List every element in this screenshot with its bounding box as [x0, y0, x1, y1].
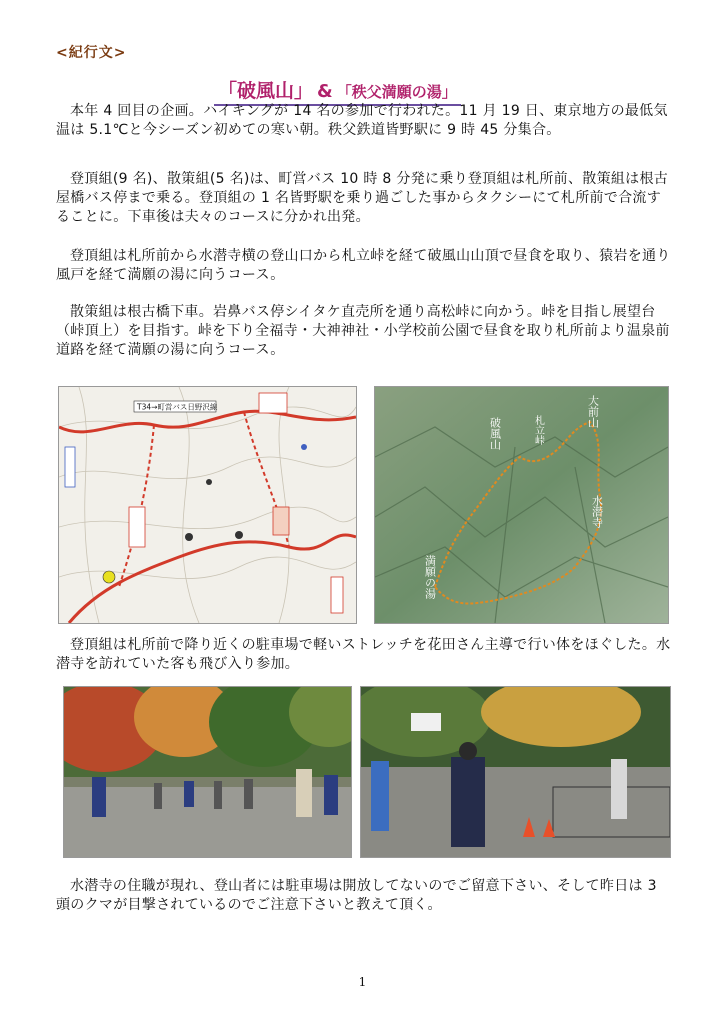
terrain-label-suisenji: 水潜寺 — [590, 495, 604, 528]
page-number: 1 — [358, 975, 367, 989]
title-main: 「破風山」 — [218, 80, 314, 102]
paragraph-priest: 水潜寺の住職が現れ、登山者には駐車場は開放してないのでご留意下さい、そして昨日は 3 頭のクマが目撃されているのでご注意下さいと教えて頂く。 — [56, 878, 657, 913]
terrain-map-image — [374, 386, 669, 624]
terrain-label-mangannoyu: 満願の湯 — [423, 555, 437, 599]
paragraph-intro: 本年 4 回目の企画。ハイキングが 14 名の参加で行われた。11 月 19 日、東京地方の最低気温は 5.1℃と今シーズン初めての寒い朝。秩父鉄道皆野駅に 9 時 45 分集合。 — [56, 103, 668, 138]
title-ampersand: & — [317, 81, 333, 102]
stretching-photo-left — [63, 686, 352, 858]
title-sub: 「秩父満願の湯」 — [336, 83, 457, 101]
paragraph-summit-course: 登頂組は札所前から水潜寺横の登山口から札立峠を経て破風山山頂で昼食を取り、猿岩を通り風戸を経て満願の湯に向うコース。 — [56, 248, 671, 283]
route-map-image — [58, 386, 357, 624]
paragraph-stretch: 登頂組は札所前で降り近くの駐車場で軽いストレッチを花田さん主導で行い体をほぐした。水潜寺を訪れていた客も飛び入り参加。 — [56, 637, 671, 672]
terrain-label-hafusan: 破風山 — [488, 417, 502, 450]
stretching-photo-right — [360, 686, 671, 858]
terrain-label-fudatetoge: 札立峠 — [532, 415, 544, 445]
terrain-label-omaeyama: 大前山 — [586, 395, 600, 428]
section-tag: <紀行文> — [56, 45, 127, 61]
map-bus-label: T34→町営バス日野沢線 — [137, 402, 218, 412]
paragraph-groups: 登頂組(9 名)、散策組(5 名)は、町営バス 10 時 8 分発に乗り登頂組は札所前、散策組は根古屋橋バス停まで乗る。登頂組の 1 名皆野駅を乗り過ごした事からタクシーにて札所前で合流することに。下車後は夫々のコースに分かれ出発。 — [56, 171, 669, 225]
paragraph-walk-course: 散策組は根古橋下車。岩鼻バス停シイタケ直売所を通り高松峠に向かう。峠を目指し展望台（峠頂上）を目指す。峠を下り全福寺・大神神社・小学校前公園で昼食を取り札所前より温泉前道路を経て満願の湯に向うコース。 — [56, 304, 670, 358]
